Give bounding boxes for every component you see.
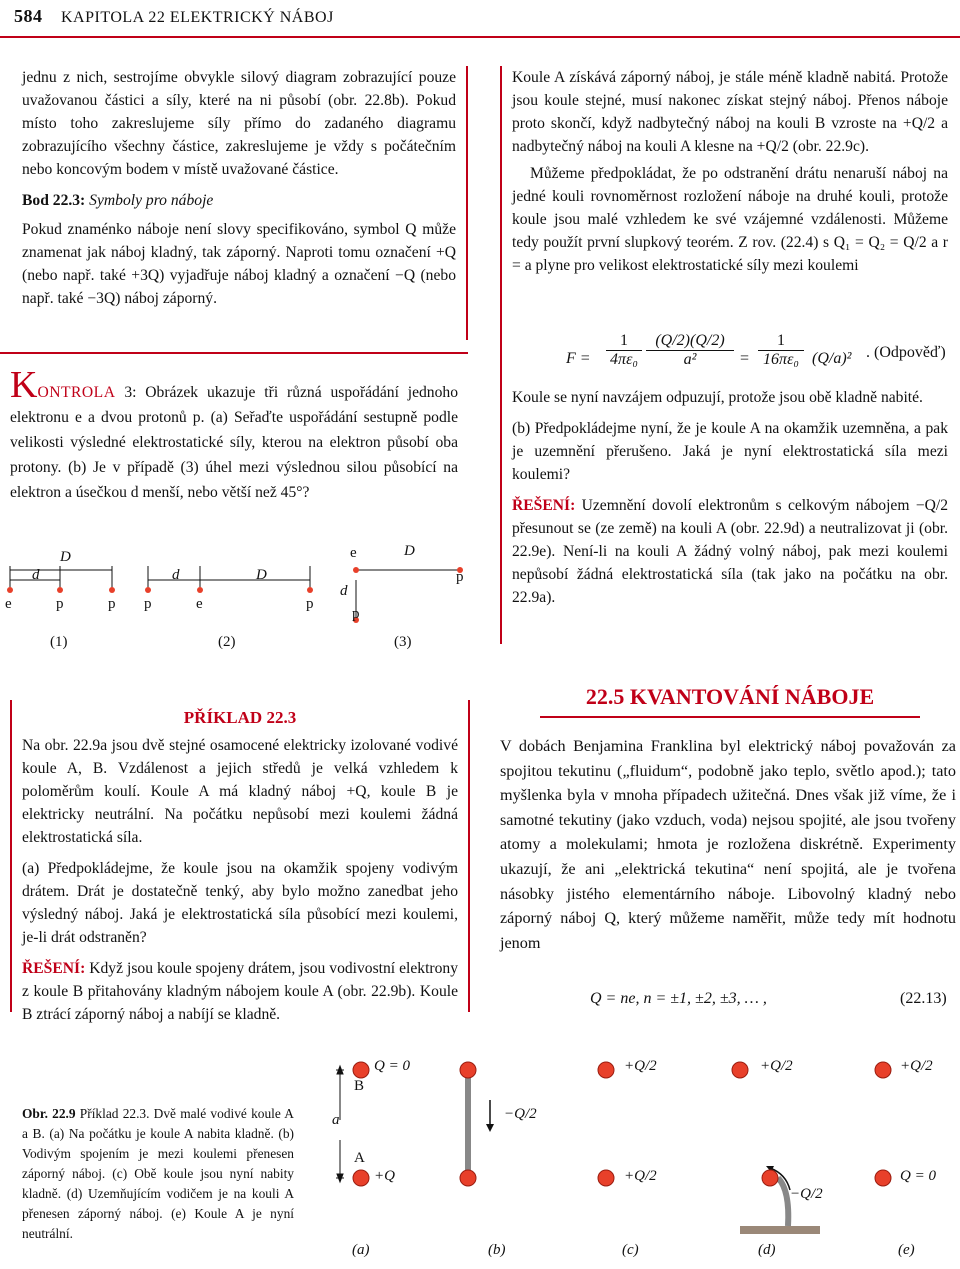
fig-panel-a: (a): [352, 1242, 370, 1258]
fig-d-top: +Q/2: [760, 1058, 793, 1074]
header-rule: [0, 36, 960, 38]
priklad-paragraph-2: (a) Předpokládejme, že koule jsou na okamžik spojeny vodivým drátem. Drát je dostatečně tenký, aby bylo možno zanedbat jeho výsledný náboj. Jaká je elektrostatická síla působící mezi koulemi, je-li drát odstraněn?: [22, 860, 458, 946]
k3-d: d: [340, 583, 348, 599]
k1-e: e: [5, 596, 12, 612]
k3-e: e: [350, 545, 357, 561]
right-result-text: Uzemnění dovolí elektronům s celkovým nábojem −Q/2 přesunout se (ze země) na kouli A (obr. 22.9d) a neutralizovat ji (obr. 22.9e). Není-li na kouli A žádný volný náboj, pak mezi koulemi nepůsobí žádná elektrostatická síla (tak jako na počátku na obr. 22.9a).: [512, 497, 949, 606]
eq-equals: =: [740, 350, 750, 367]
priklad-result: [22, 957, 458, 1026]
priklad-body: [22, 734, 458, 1034]
right-paragraph-2: Můžeme předpokládat, že po odstranění drátu nenaruší náboj na jedné kouli rovnoměrnost rozložení náboje na druhé kouli, protože koule jsou malé vzhledem ke své vzájemné vzdálenosti. Můžeme tedy použít první slupkový teorém. Z rov. (22.4) s Q₁ = Q₂ = Q/2 a r = a plyne pro velikost elektrostatické síly mezi koulemi: [512, 165, 948, 274]
caption-label: Obr. 22.9: [22, 1106, 76, 1121]
k3-p1: p: [456, 569, 464, 585]
fig-panel-e: (e): [898, 1242, 915, 1258]
eq-frac1: [606, 332, 642, 369]
priklad-left-rule: [10, 700, 12, 1012]
kontrola-box: [10, 364, 458, 505]
sphere-B-a: [353, 1062, 369, 1078]
fig-a-bottom: +Q: [374, 1168, 395, 1184]
chapter-title: KAPITOLA 22 ELEKTRICKÝ NÁBOJ: [61, 9, 334, 26]
k-case-3: (3): [394, 634, 412, 650]
sphere-B-e: [875, 1062, 891, 1078]
fig-panel-c: (c): [622, 1242, 639, 1258]
k-case-2: (2): [218, 634, 236, 650]
eq-answer: . (Odpověď): [866, 344, 946, 361]
sphere-B-d: [732, 1062, 748, 1078]
left-column: [22, 66, 456, 318]
eq-frac2-num: (Q/2)(Q/2): [655, 332, 725, 349]
k-case-1: (1): [50, 634, 68, 650]
k3-D: D: [404, 543, 415, 559]
kontrola-rule: [0, 352, 468, 354]
left-vertical-rule: [466, 66, 468, 340]
eq-frac3: [758, 332, 804, 369]
page-number: 584: [14, 6, 43, 26]
caption-text: Příklad 22.3. Dvě malé vodivé koule A a B. (a) Na počátku je koule A nabita kladně. (b) Vodivým spojením je mezi koulemi přenesen záporný náboj. (c) Obě koule jsou nyní nabity kladně. (d) Uzemňujícím vodičem je na kouli A přenesen záporný náboj. (e) Koule A je nyní neutrální.: [22, 1106, 294, 1241]
fig-c-top: +Q/2: [624, 1058, 657, 1074]
sphere-B-c: [598, 1062, 614, 1078]
eq-paren: (Q/a)²: [812, 350, 852, 367]
sphere-A-e: [875, 1170, 891, 1186]
bod-label: Bod 22.3:: [22, 192, 86, 209]
section-paragraph: V dobách Benjamina Franklina byl elektrický náboj považován za spojitou tekutinu („fluidum“, podobně jako teplo, světlo apod.); tato myšlenka byla v mnoha případech užitečná. Dnes však již víme, že i samotné tekutiny (jako vzduch, voda) nejsou spojité, ale jsou tvořeny atomy a molekulami; hmota je rozložena diskrétně. Experimenty ukazují, že ani „elektrická tekutina“ není spojitá, ale je tvořena násobky jistého elementárního náboje. Libovolný kladný nebo záporný náboj Q, který můžeme naměřit, může tedy mít hodnotu jenom: [500, 737, 956, 952]
ground-surface: [740, 1226, 820, 1234]
fig-e-bottom: Q = 0: [900, 1168, 936, 1184]
fig-d-mid: −Q/2: [790, 1186, 823, 1202]
eq-frac3-num: 1: [777, 332, 785, 349]
eq-frac2-den: a²: [646, 350, 734, 369]
right-vertical-rule: [500, 66, 502, 644]
right-paragraph-1: Koule A získává záporný náboj, je stále méně kladně nabitá. Protože jsou koule stejné, musí nakonec získat stejný náboj. Přenos náboje proto skončí, když nadbytečný náboj na kouli B vzroste na +Q/2 a nadbytečný náboj na kouli A klesne na +Q/2 (obr. 22.9c).: [512, 69, 948, 155]
k1-p1: p: [56, 596, 64, 612]
k2-d: d: [172, 567, 180, 583]
fig-e-top: +Q/2: [900, 1058, 933, 1074]
figure-22-9: [300, 1050, 960, 1250]
fig-panel-d: (d): [758, 1242, 776, 1258]
sphere-B-b: [460, 1062, 476, 1078]
bod-paragraph: Pokud znaménko náboje není slovy specifikováno, symbol Q může znamenat jak náboj kladný, tak záporný. Naproti tomu označení +Q (nebo např. také +3Q) vyjadřuje náboj kladný a označení −Q (nebo např. také −3Q) náboj záporný.: [22, 221, 456, 307]
sphere-A-c: [598, 1170, 614, 1186]
fig-label-B: B: [354, 1078, 365, 1094]
ground-wire: [778, 1178, 788, 1226]
eq-frac3-den: 16πε₀: [758, 350, 804, 369]
kontrola-big-letter: K: [10, 364, 38, 406]
eq-F: F =: [566, 350, 591, 367]
right-column-lower: [512, 386, 948, 617]
page-header: [14, 6, 334, 27]
fig-c-bottom: +Q/2: [624, 1168, 657, 1184]
section-equation-number: (22.13): [900, 990, 947, 1007]
right-paragraph-4: (b) Předpokládejme nyní, že je koule A na okamžik uzemněna, a pak je uzemnění přerušeno. Jaká je nyní elektrostatická síla mezi koulemi?: [512, 420, 948, 483]
right-result: [512, 494, 948, 609]
k3-p2: p: [352, 606, 360, 622]
k1-p2: p: [108, 596, 116, 612]
k1-d: d: [32, 567, 40, 583]
force-equation: [566, 332, 956, 382]
k2-p2: p: [306, 596, 314, 612]
fig-a-top: Q = 0: [374, 1058, 410, 1074]
bod-heading: [22, 189, 456, 212]
intro-paragraph: jednu z nich, sestrojíme obvykle silový diagram zobrazující pouze uvažovanou částici a síly, které na ni působí (obr. 22.8b). Pokud místo toho zakreslujeme síly přímo do zadaného diagramu zobrazujícího všechny částice, zakreslujeme je vždy s počátečním nebo koncovým bodem v místě uvažované částice.: [22, 69, 456, 178]
section-underline: [540, 716, 920, 718]
kontrola-label: ONTROLA: [37, 384, 116, 401]
eq-frac1-num: 1: [620, 332, 628, 349]
priklad-title: PŘÍKLAD 22.3: [183, 708, 297, 727]
priklad-right-rule: [468, 700, 470, 1012]
priklad-paragraph-1: Na obr. 22.9a jsou dvě stejné osamocené elektricky izolované vodivé koule A, B. Vzdálenost a jejich středů je velká vzhledem k poloměrům koulí. Koule A má kladný náboj +Q, koule B je elektricky neutrální. Na počátku nepůsobí mezi koulemi žádná elektrostatická síla.: [22, 737, 458, 846]
section-equation: Q = ne, n = ±1, ±2, ±3, … ,: [590, 990, 767, 1007]
bod-title: Symboly pro náboje: [89, 192, 214, 209]
section-title: 22.5 KVANTOVÁNÍ NÁBOJE: [585, 684, 875, 709]
eq-frac1-den: 4πε₀: [606, 350, 642, 369]
fig-label-A: A: [354, 1150, 365, 1166]
k2-e: e: [196, 596, 203, 612]
priklad-result-label: ŘEŠENÍ:: [22, 960, 86, 977]
eq-frac2: [646, 332, 734, 369]
k2-D: D: [256, 567, 267, 583]
sphere-A-d: [762, 1170, 778, 1186]
sphere-A-b: [460, 1170, 476, 1186]
figure-caption: [22, 1104, 294, 1244]
fig-label-a: a: [332, 1112, 340, 1128]
fig-panel-b: (b): [488, 1242, 506, 1258]
fig-b-mid: −Q/2: [504, 1106, 537, 1122]
right-result-label: ŘEŠENÍ:: [512, 497, 576, 514]
k1-D: D: [60, 549, 71, 565]
right-paragraph-3: Koule se nyní navzájem odpuzují, protože jsou obě kladně nabité.: [512, 389, 923, 406]
kontrola-text: 3: Obrázek ukazuje tři různá uspořádání jednoho elektronu e a dvou protonů p. (a) Seřaďte uspořádání sestupně podle velikosti výsledné elektrostatické síly, kterou na elektron působí oba protony. (b) Je v případě (3) úhel mezi výslednou silou působící na elektron a úsečkou d menší, nebo větší než 45°?: [10, 384, 458, 501]
priklad-result-text: Když jsou koule spojeny drátem, jsou vodivostní elektrony z koule B přitahovány kladným nábojem koule A (obr. 22.9b). Koule B ztrácí záporný náboj a nabíjí se kladně.: [22, 960, 458, 1023]
right-column: [512, 66, 948, 285]
k2-p1: p: [144, 596, 152, 612]
sphere-A-a: [353, 1170, 369, 1186]
